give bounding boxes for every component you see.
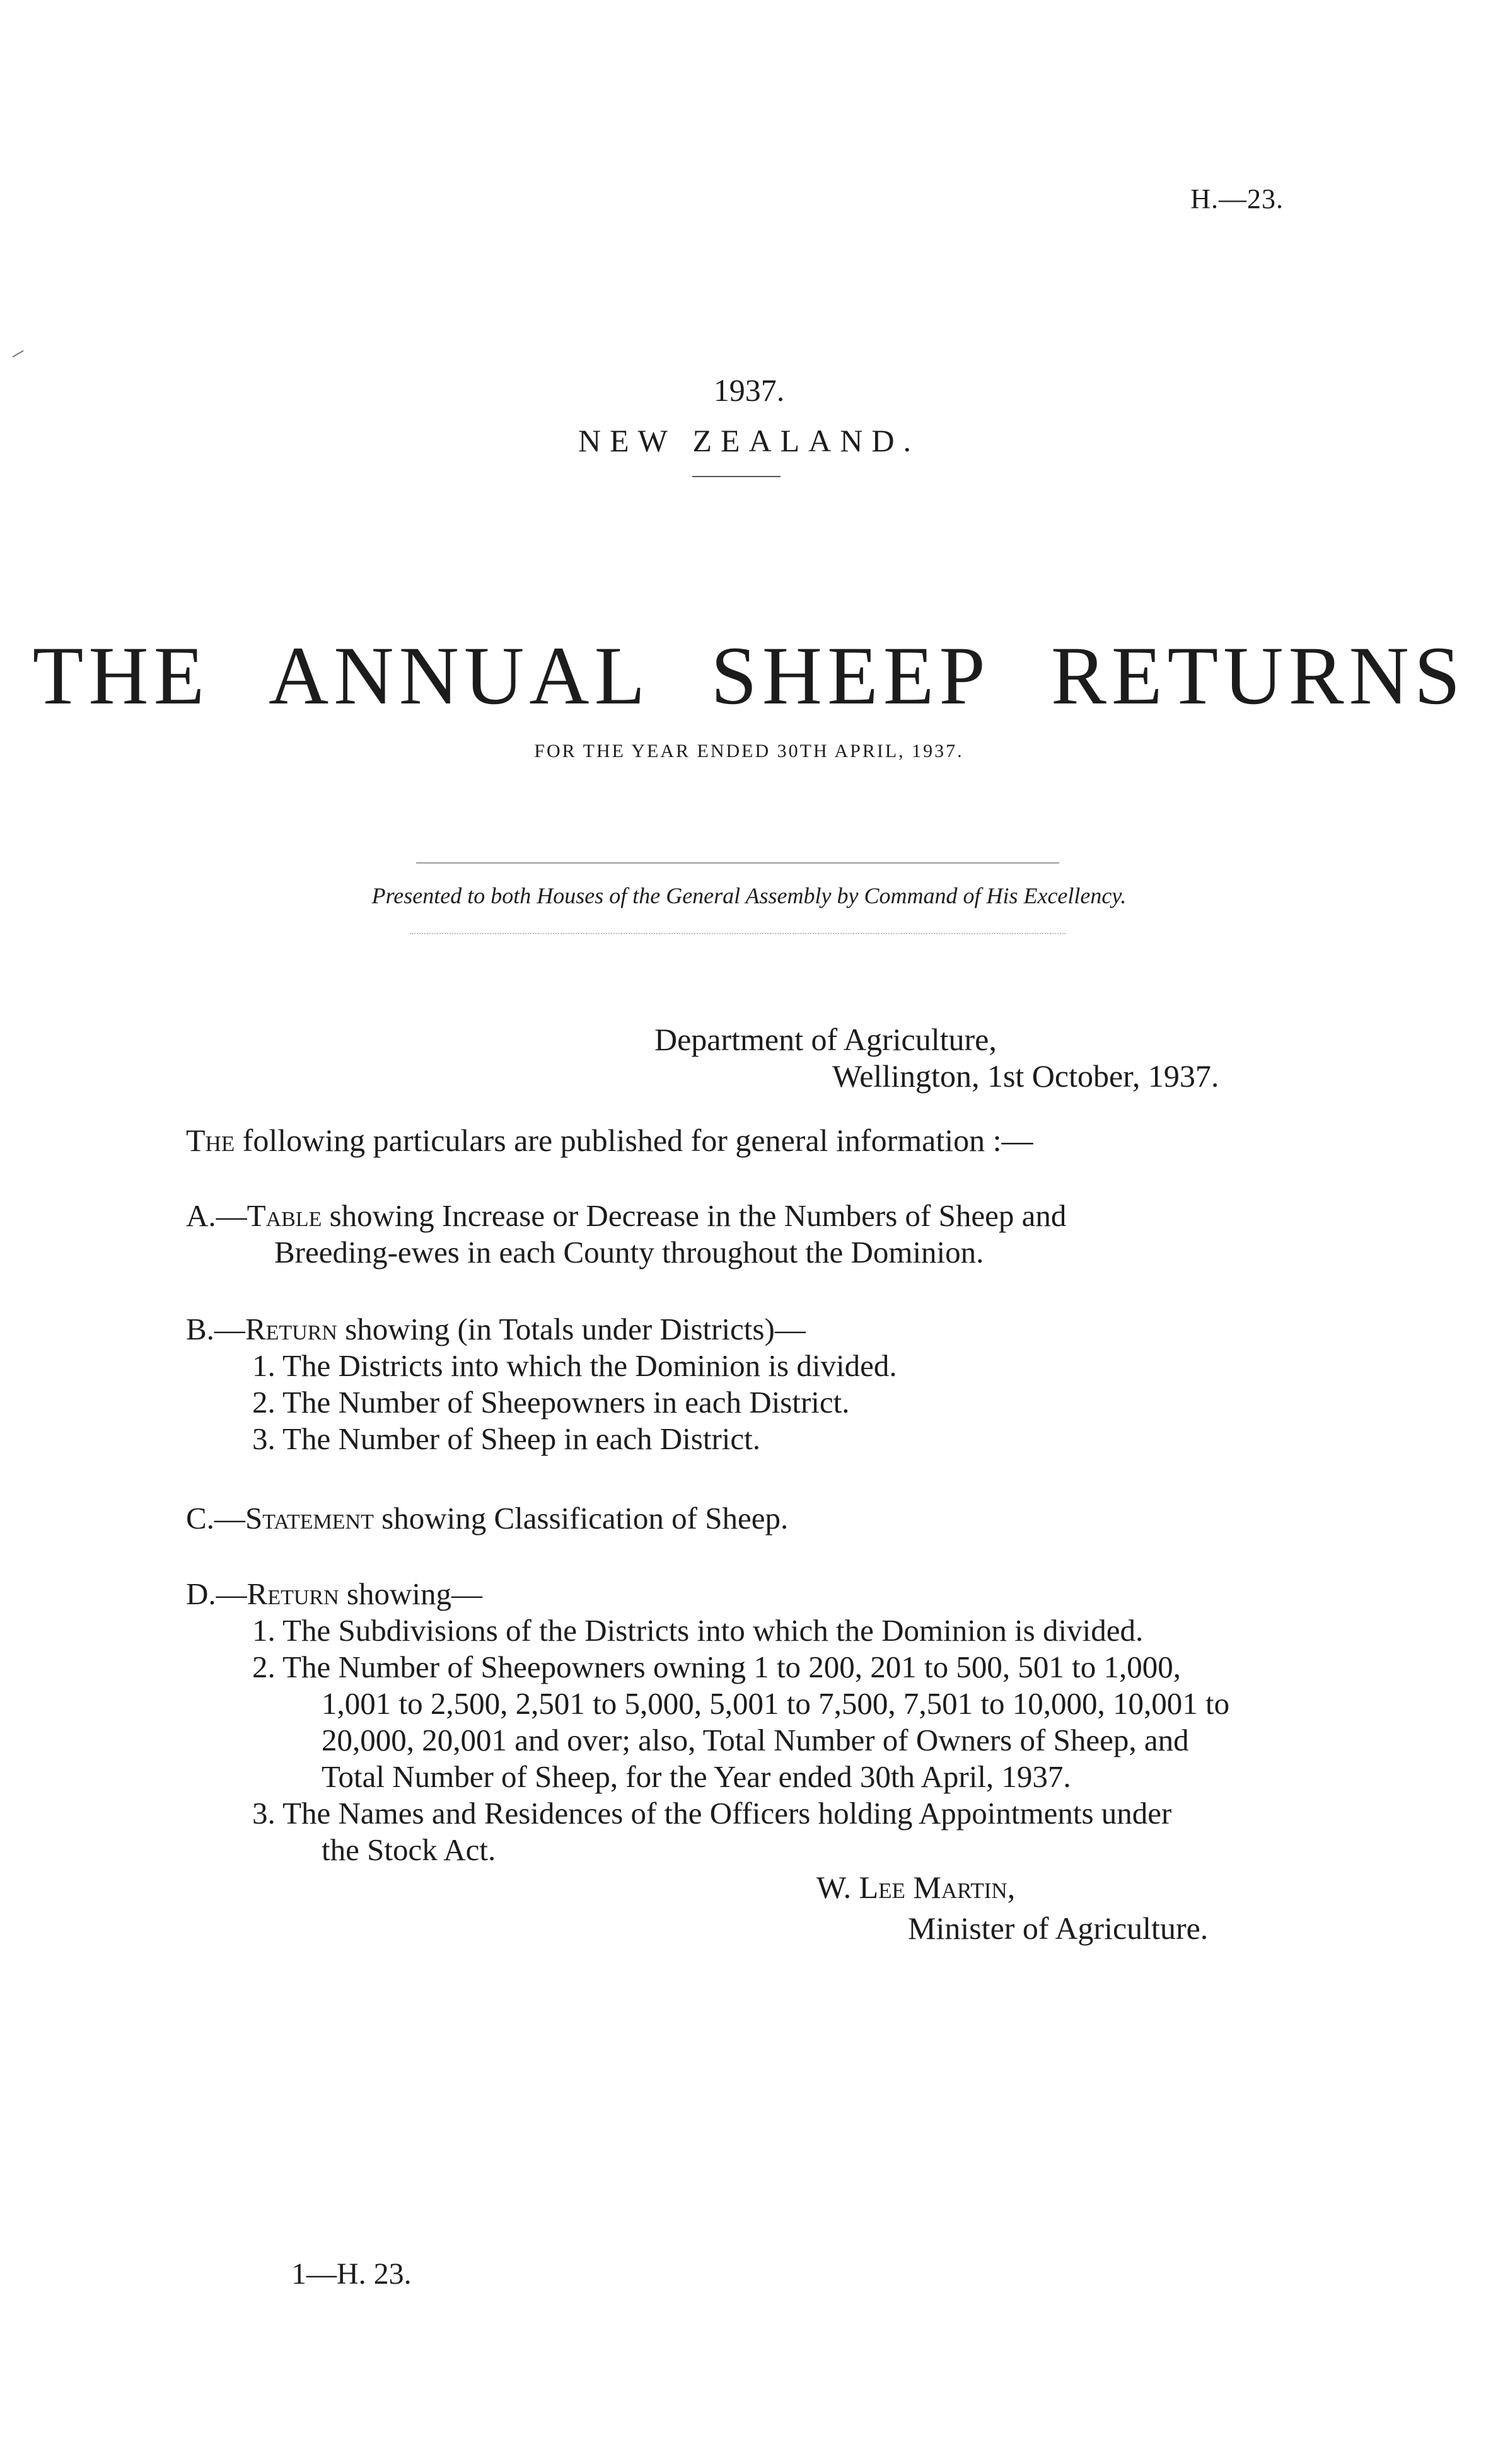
intro-paragraph (186, 1122, 1033, 1159)
section-d-heading (186, 1576, 1289, 1612)
document-reference: H.—23. (1190, 183, 1284, 214)
section-b-word: Return (245, 1312, 337, 1346)
section-a-line-1 (186, 1198, 1289, 1234)
signatory-name: W. Lee Martin, (816, 1870, 1016, 1905)
stray-mark (12, 350, 25, 361)
page-footer: 1—H. 23. (291, 2257, 412, 2291)
section-d-item-2-line-1: 2. The Number of Sheepowners owning 1 to 200, 201 to 500, 501 to 1,000, (252, 1650, 1182, 1684)
section-d-item-3-line-1: 3. The Names and Residences of the Officers holding Appointments under (252, 1796, 1172, 1831)
intro-rest: following particulars are published for general information :— (242, 1123, 1033, 1158)
section-b-item-3: 3. The Number of Sheep in each District. (252, 1421, 761, 1456)
page-subtitle: FOR THE YEAR ENDED 30TH APRIL, 1937. (534, 741, 964, 761)
section-c-heading (186, 1500, 1289, 1537)
country-heading: NEW ZEALAND. (578, 423, 920, 458)
section-b (186, 1311, 1289, 1457)
section-a-line-2: Breeding-ewes in each County throughout the Dominion. (274, 1235, 984, 1270)
signatory-title: Minister of Agriculture. (908, 1911, 1209, 1946)
section-a (186, 1198, 1289, 1271)
section-b-item-2: 2. The Number of Sheepowners in each District. (252, 1385, 850, 1420)
section-d-item-3-line-2: the Stock Act. (322, 1832, 496, 1867)
section-b-rest: showing (in Totals under Districts)— (345, 1312, 806, 1346)
section-a-line-1-rest: showing Increase or Decrease in the Numbers of Sheep and (329, 1198, 1067, 1233)
section-d (186, 1576, 1289, 1868)
section-c-prefix: C.— (186, 1501, 245, 1536)
page-title: THE ANNUAL SHEEP RETURNS (32, 629, 1466, 722)
presented-line: Presented to both Houses of the General Assembly by Command of His Excellency. (371, 883, 1127, 908)
section-d-item-2-line-3: 20,000, 20,001 and over; also, Total Number of Owners of Sheep, and (322, 1723, 1189, 1757)
section-b-heading (186, 1311, 1289, 1348)
intro-lead: The (186, 1123, 235, 1158)
section-d-prefix: D.— (186, 1576, 247, 1611)
section-c (186, 1500, 1289, 1537)
lower-dotted-rule (410, 933, 1065, 934)
section-c-word: Statement (245, 1501, 374, 1536)
year-heading: 1937. (713, 373, 785, 408)
section-b-prefix: B.— (186, 1312, 245, 1346)
section-d-item-2-line-2: 1,001 to 2,500, 2,501 to 5,000, 5,001 to 7,500, 7,501 to 10,000, 10,001 to (322, 1686, 1230, 1721)
upper-rule (416, 862, 1059, 864)
section-a-word: Table (247, 1198, 322, 1233)
section-b-item-1: 1. The Districts into which the Dominion is divided. (252, 1348, 897, 1383)
section-d-word: Return (247, 1576, 339, 1611)
department-line-1: Department of Agriculture, (654, 1022, 997, 1057)
department-line-2: Wellington, 1st October, 1937. (832, 1058, 1219, 1094)
section-c-rest: showing Classification of Sheep. (381, 1501, 789, 1536)
section-a-prefix: A.— (186, 1198, 247, 1233)
section-d-rest: showing— (346, 1576, 482, 1611)
short-rule (692, 476, 781, 477)
section-d-item-2-line-4: Total Number of Sheep, for the Year ended 30th April, 1937. (322, 1759, 1071, 1794)
section-d-item-1: 1. The Subdivisions of the Districts into which the Dominion is divided. (252, 1613, 1144, 1648)
